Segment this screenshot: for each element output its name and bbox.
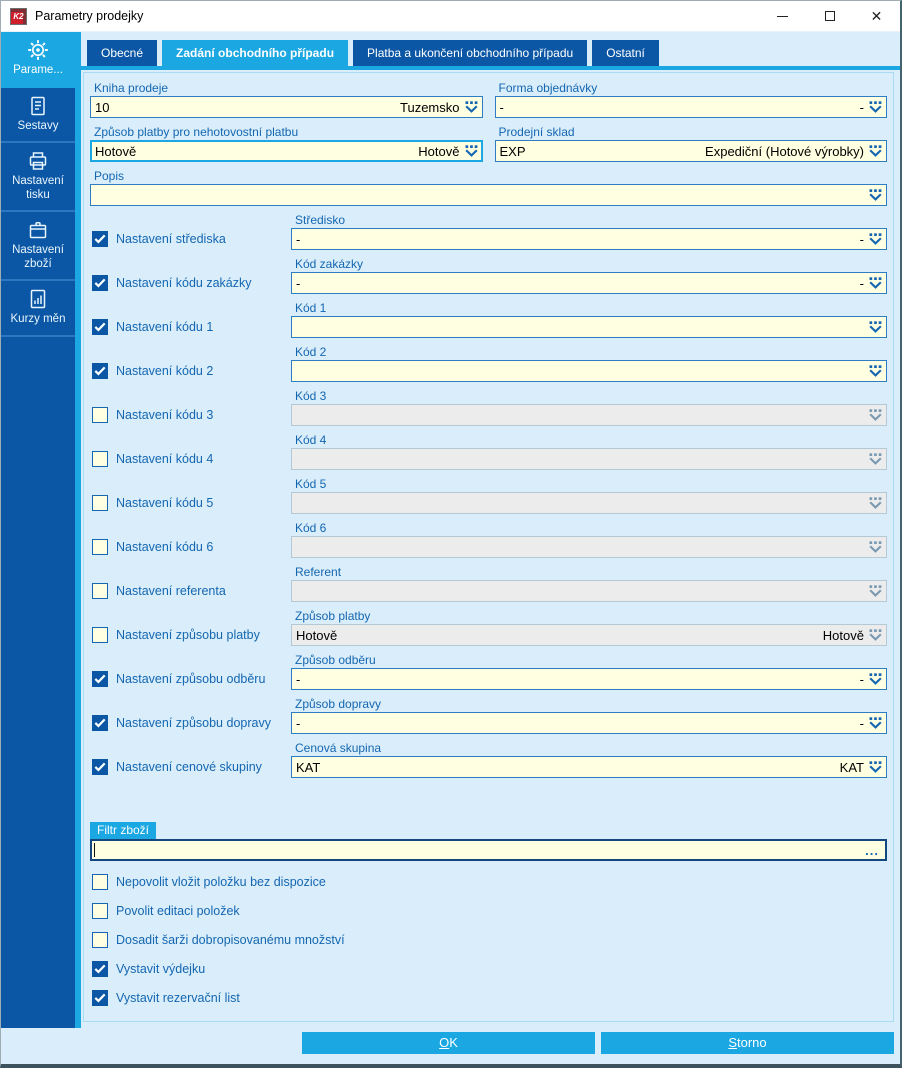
dialog-body [1,31,900,1028]
settings-row [90,741,887,785]
lookup-field[interactable] [291,316,887,338]
field-label: Kód 1 [295,301,327,315]
field-value: KAT [296,759,321,775]
lookup-dropdown-icon[interactable] [869,541,882,553]
settings-row [90,345,887,389]
field-description: Tuzemsko [400,99,460,115]
field-description: Expediční (Hotové výrobky) [705,143,864,159]
lookup-dropdown-icon[interactable] [869,277,882,289]
settings-checkbox[interactable] [90,624,291,646]
field-label: Středisko [295,213,346,227]
lookup-dropdown-icon[interactable] [869,629,882,641]
main-area [81,32,900,1028]
lookup-field[interactable] [495,96,888,118]
checkbox-icon[interactable] [92,363,108,379]
checkbox-icon[interactable] [92,583,108,599]
field-group [291,389,887,426]
checkbox-icon[interactable] [92,715,108,731]
field-description: - [859,275,864,291]
sidebar-item-4[interactable] [1,212,75,281]
minimize-button[interactable] [759,1,806,31]
field-value: Hotově [296,627,338,643]
checkbox-label: Vystavit rezervační list [116,990,240,1005]
checkbox-label: Nepovolit vložit položku bez dispozice [116,874,326,889]
lookup-dropdown-icon[interactable] [869,497,882,509]
field-group [291,609,887,646]
settings-row [90,433,887,477]
field-description: KAT [839,759,864,775]
window-controls [759,1,900,31]
checkbox-label: Nastavení způsobu dopravy [116,716,271,730]
field-value: - [499,99,504,115]
text-caret [94,843,95,857]
lookup-field[interactable] [291,580,887,602]
checkbox-label: Nastavení referenta [116,584,226,598]
field-group [291,653,887,690]
settings-checkbox[interactable] [90,404,291,426]
checkbox-label: Nastavení kódu 4 [116,452,214,466]
goods-box-icon [27,219,49,241]
lookup-dropdown-icon[interactable] [869,409,882,421]
settings-row [90,697,887,741]
field-description: Hotově [822,627,864,643]
lookup-dropdown-icon[interactable] [465,145,478,157]
lookup-dropdown-icon[interactable] [869,761,882,773]
checkbox-label: Nastavení kódu 1 [116,320,214,334]
field-group [291,433,887,470]
checkbox-icon[interactable] [92,990,108,1006]
dialog-footer [1,1028,900,1064]
settings-checkbox[interactable] [90,712,291,734]
settings-row [90,301,887,345]
goods-filter-section [90,821,887,861]
sidebar-item-5[interactable] [1,281,75,337]
field-value: EXP [499,143,526,159]
checkbox-label: Nastavení kódu 5 [116,496,214,510]
app-logo-icon: K2 [10,8,27,25]
ok-button[interactable]: OK [302,1032,595,1054]
settings-checkbox[interactable] [90,536,291,558]
lookup-field[interactable] [291,492,887,514]
field-label: Prodejní sklad [498,125,575,139]
field-description: Hotově [418,143,460,159]
lookup-dropdown-icon[interactable] [869,145,882,157]
lookup-field[interactable] [495,140,888,162]
form-content [83,72,894,1022]
checkbox-label: Nastavení cenové skupiny [116,760,262,774]
field-value: - [296,275,301,291]
lookup-field[interactable] [90,96,483,118]
lookup-dropdown-icon[interactable] [869,585,882,597]
option-checkbox[interactable] [90,902,887,919]
sidebar-item-label: Sestavy [17,119,59,132]
lookup-field[interactable] [291,360,887,382]
field-value: Hotově [95,143,137,159]
checkbox-icon[interactable] [92,231,108,247]
lookup-dropdown-icon[interactable] [869,233,882,245]
settings-row [90,213,887,257]
lookup-dropdown-icon[interactable] [869,321,882,333]
sidebar [1,32,75,1028]
field-label: Způsob odběru [295,653,376,667]
tab-1[interactable] [87,40,157,66]
printer-icon [27,150,49,172]
field-label: Kniha prodeje [94,81,169,95]
gear-icon [27,39,49,61]
settings-checkbox[interactable] [90,272,291,294]
checkbox-icon[interactable] [92,319,108,335]
field-group [495,81,888,118]
tab-3[interactable] [353,40,587,66]
checkbox-label: Nastavení střediska [116,232,226,246]
field-label: Způsob platby pro nehotovostní platbu [94,125,299,139]
settings-checkbox[interactable] [90,756,291,778]
settings-row [90,257,887,301]
close-button[interactable]: ✕ [870,7,883,24]
tab-2[interactable] [162,40,348,66]
tab-label: Ostatní [606,46,645,60]
goods-filter-input[interactable] [90,839,887,861]
settings-row [90,653,887,697]
lookup-dropdown-icon[interactable] [869,365,882,377]
lookup-field[interactable] [291,272,887,294]
field-group [90,81,483,118]
field-group [291,213,887,250]
lookup-field[interactable] [291,228,887,250]
field-group [291,477,887,514]
tab-bar [81,32,900,66]
checkbox-field-rows [90,213,887,785]
lookup-field[interactable] [291,756,887,778]
field-group [90,125,483,162]
field-description: - [859,671,864,687]
checkbox-icon[interactable] [92,932,108,948]
settings-checkbox[interactable] [90,448,291,470]
checkbox-icon[interactable] [92,671,108,687]
settings-checkbox[interactable] [90,316,291,338]
tab-label: Platba a ukončení obchodního případu [367,46,574,60]
settings-checkbox[interactable] [90,668,291,690]
window-title: Parametry prodejky [35,9,144,23]
settings-checkbox[interactable] [90,228,291,250]
lookup-dropdown-icon[interactable] [869,673,882,685]
checkbox-label: Vystavit výdejku [116,961,206,976]
lookup-field[interactable] [90,140,483,162]
field-group [291,257,887,294]
titlebar [1,1,900,31]
option-checkbox[interactable] [90,989,887,1006]
option-checkbox[interactable] [90,931,887,948]
field-group [291,345,887,382]
checkbox-icon[interactable] [92,539,108,555]
field-group [495,125,888,162]
settings-checkbox[interactable] [90,492,291,514]
lookup-field[interactable] [90,184,887,206]
field-group [90,169,887,206]
currency-rates-icon [27,288,49,310]
field-value: - [296,715,301,731]
top-fields-grid [90,81,887,169]
checkbox-icon[interactable] [92,874,108,890]
checkbox-label: Dosadit šarži dobropisovanému množství [116,932,345,947]
goods-filter-label: Filtr zboží [90,822,156,839]
lookup-dropdown-icon[interactable] [465,101,478,113]
tab-label: Obecné [101,46,144,60]
field-label: Kód 2 [295,345,327,359]
lookup-field[interactable] [291,624,887,646]
field-label: Popis [94,169,125,183]
lookup-dropdown-icon[interactable] [869,453,882,465]
settings-checkbox[interactable] [90,360,291,382]
checkbox-label: Nastavení způsobu odběru [116,672,266,686]
checkbox-label: Nastavení kódu 3 [116,408,214,422]
field-label: Způsob platby [295,609,371,623]
sidebar-item-3[interactable] [1,143,75,212]
lookup-dropdown-icon[interactable] [869,189,882,201]
settings-row [90,609,887,653]
checkbox-icon[interactable] [92,275,108,291]
checkbox-label: Nastavení kódu 2 [116,364,214,378]
popis-slot [90,169,887,206]
field-label: Kód zakázky [295,257,364,271]
sidebar-item-1[interactable] [1,32,75,88]
field-group [291,741,887,778]
checkbox-icon[interactable] [92,903,108,919]
field-label: Referent [295,565,342,579]
maximize-button[interactable] [806,1,853,31]
checkbox-icon[interactable] [92,407,108,423]
lookup-field[interactable] [291,536,887,558]
field-value: - [296,231,301,247]
lookup-field[interactable] [291,668,887,690]
report-icon [27,95,49,117]
field-group [291,697,887,734]
sidebar-item-label: Kurzy měn [10,313,66,326]
tab-4[interactable] [592,40,659,66]
lookup-dropdown-icon[interactable] [869,717,882,729]
option-checkboxes [90,873,887,1006]
checkbox-icon[interactable] [92,451,108,467]
checkbox-icon[interactable] [92,627,108,643]
field-label: Kód 5 [295,477,327,491]
lookup-field[interactable] [291,712,887,734]
checkbox-icon[interactable] [92,759,108,775]
checkbox-label: Nastavení způsobu platby [116,628,260,642]
sidebar-item-label: Nastavení tisku [12,175,64,201]
field-label: Forma objednávky [498,81,598,95]
field-label: Kód 3 [295,389,327,403]
sidebar-item-label: Nastavení zboží [12,244,64,270]
option-checkbox[interactable] [90,873,887,890]
checkbox-label: Povolit editaci položek [116,903,240,918]
field-group [291,565,887,602]
checkbox-icon[interactable] [92,961,108,977]
lookup-field[interactable] [291,448,887,470]
sidebar-item-label: Parame... [13,64,63,76]
field-description: - [859,99,864,115]
settings-row [90,521,887,565]
field-description: - [859,231,864,247]
settings-checkbox[interactable] [90,580,291,602]
field-value: 10 [95,99,110,115]
lookup-field[interactable] [291,404,887,426]
field-group [291,521,887,558]
settings-row [90,389,887,433]
more-button[interactable]: ... [865,842,879,858]
storno-button[interactable]: Storno [601,1032,894,1054]
settings-row [90,565,887,609]
field-label: Cenová skupina [295,741,382,755]
sidebar-item-2[interactable] [1,88,75,144]
option-checkbox[interactable] [90,960,887,977]
minimize-icon [777,16,788,17]
tab-label: Zadání obchodního případu [176,46,335,60]
checkbox-label: Nastavení kódu zakázky [116,276,252,290]
checkbox-label: Nastavení kódu 6 [116,540,214,554]
lookup-dropdown-icon[interactable] [869,101,882,113]
field-label: Kód 6 [295,521,327,535]
field-label: Způsob dopravy [295,697,382,711]
field-label: Kód 4 [295,433,327,447]
field-group [291,301,887,338]
field-description: - [859,715,864,731]
field-value: - [296,671,301,687]
checkbox-icon[interactable] [92,495,108,511]
settings-row [90,477,887,521]
maximize-icon [825,11,835,21]
